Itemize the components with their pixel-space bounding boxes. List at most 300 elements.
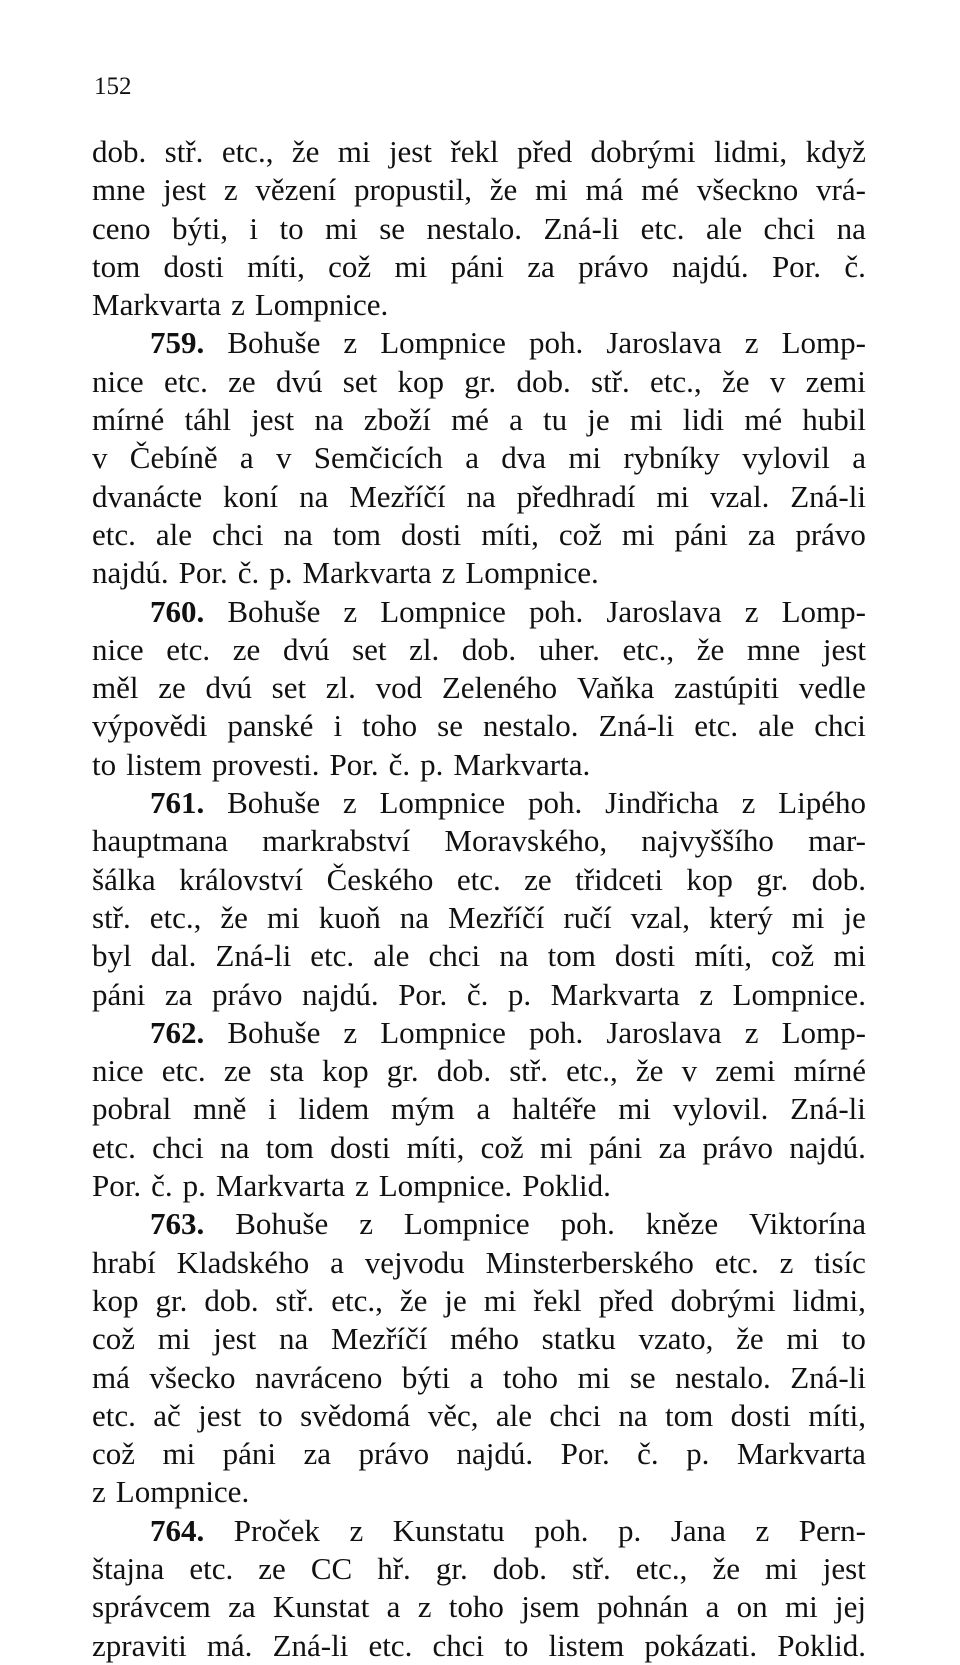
word: kuoň [318,899,381,935]
word: je [587,402,610,438]
word: se [437,708,463,744]
word: nestalo. [675,1359,771,1395]
word: lidi [682,402,725,438]
word: etc. [694,708,739,744]
word: má. [206,1627,253,1663]
text-line [92,478,866,516]
word: zemi [805,363,866,399]
word: Zná-li [543,210,620,246]
word: za [747,516,776,552]
word: Markvarta [215,1168,345,1204]
word: mé [744,402,783,438]
word: mi [784,1589,818,1625]
word: Lompnice [380,325,506,361]
word: panské [227,708,314,744]
word: mi [157,1321,191,1357]
text-line [92,1090,866,1128]
word: najdú. [302,976,379,1012]
word: zl. [409,631,440,667]
word: hrabí [92,1244,156,1280]
word: že [635,1053,664,1089]
word: p. [182,1168,206,1204]
word: že [220,899,248,935]
word: z [699,976,713,1012]
word: vzal. [709,478,770,514]
word: a [469,1359,484,1395]
word: Kunstatu [392,1512,505,1548]
word: hauptmana [92,823,229,859]
word: dvú [275,363,323,399]
word: Lompnice. [378,1168,513,1204]
word: vedle [798,670,866,706]
word: království [179,861,304,897]
word: tom [665,1397,714,1433]
word: z [342,785,357,821]
word: č. [466,976,489,1012]
word: býti [401,1359,451,1395]
word: p. [269,555,293,591]
word: dvanácte [92,478,203,514]
word: vrá- [816,172,866,208]
text-line [92,210,866,248]
word: z [343,593,358,629]
word: etc. [456,861,501,897]
word: táhl [184,402,231,438]
word: etc. [161,1053,206,1089]
text-line [92,1320,866,1358]
word: Lompnice [380,1014,506,1050]
word: a [509,402,523,438]
word: etc. [92,516,136,552]
word: kop [686,861,733,897]
word: na [618,1397,648,1433]
text-line [92,554,866,592]
word: Markvarta [302,555,432,591]
word: etc., [331,1282,383,1318]
word: Lomp- [781,325,866,361]
word: p. [686,1436,710,1472]
text-line [92,1052,866,1090]
word: Poklid. [777,1627,866,1663]
word: právo [578,248,649,284]
word: Bohuše [235,1206,329,1242]
word: mi [618,1091,651,1127]
word: Mezříčí [349,478,446,514]
word: Jaroslava [606,1014,722,1050]
word: jest [822,1550,866,1586]
word: mi [568,440,602,476]
word: kop [322,1053,369,1089]
word: řekl [450,134,499,169]
word: mi [266,899,300,935]
word: mi [337,134,371,169]
word: svědomá [300,1397,411,1433]
word: z [359,1206,373,1242]
word: nestalo. [482,708,579,744]
word: nice [92,631,144,667]
word: etc., [622,631,675,667]
word: třidceti [575,861,663,897]
word: mi [833,938,866,974]
word: na [283,516,313,552]
word: i [333,708,343,744]
word: mi [786,1321,820,1357]
word: mne [92,172,146,208]
word: listem [548,1627,625,1663]
word: č. [237,555,260,591]
text-line [92,1512,866,1550]
word: mi [621,516,655,552]
word: etc. [368,1627,413,1663]
text-line [92,1167,866,1205]
text-line [92,401,866,439]
text-line [92,593,866,631]
word: dosti [614,938,676,974]
word: Pern- [798,1512,866,1548]
word: Lompnice [403,1206,530,1242]
word: Bohuše [227,785,321,821]
word: Lompnice. [254,287,389,323]
word: zl. [325,670,356,706]
word: dosti [163,248,224,284]
word: dosti [330,1129,391,1165]
word: stř. [509,1053,548,1089]
word: na [278,1321,309,1357]
word: býti, [171,210,228,246]
word: Čebíně [129,440,218,476]
word: což [771,938,815,974]
word: před [598,1282,654,1318]
word: v [769,363,786,399]
word: Minsterberského [485,1244,694,1280]
word: dob. [461,631,517,667]
word: dva [501,440,547,476]
word: i [268,1091,277,1127]
word: že [721,363,750,399]
word: tom [92,248,141,284]
word: z [744,1014,759,1050]
word: z [755,1512,770,1548]
word: lidmi, [713,134,788,169]
text-line [92,439,866,477]
word: páni [222,1436,277,1472]
word: p. [618,1512,642,1548]
word: mi [629,402,663,438]
word: etc. [92,1397,136,1433]
word: Zná-li [790,478,866,514]
text-line [92,286,866,324]
word: vod [375,670,423,706]
word: Jana [670,1512,726,1548]
word: to [92,746,117,782]
word: tom [265,1129,314,1165]
word: provesti. [211,746,320,782]
word: etc. [189,1550,234,1586]
word: dob. [516,363,571,399]
word: mi [483,1282,517,1318]
word: ze [228,363,256,399]
word: Por. [560,1436,610,1472]
word: Por. [178,555,228,591]
word: řekl [533,1282,582,1318]
word: to [504,1627,529,1663]
word: Zná-li [790,1359,866,1395]
word: mírné [793,1053,866,1089]
word: jej [835,1589,866,1625]
word: poh. [529,593,584,629]
word: ale [495,1397,532,1433]
word: č. [388,746,411,782]
word: na [299,478,329,514]
word: za [527,248,555,284]
word: předhradí [516,478,636,514]
word: byl [92,938,132,974]
word: vejvodu [364,1244,465,1280]
word: a [852,440,866,476]
word: najdú. [672,248,749,284]
word: z [744,593,759,629]
word: mar- [808,823,866,859]
word: v [275,440,292,476]
word: ze [258,1550,286,1586]
word: uher. [538,631,600,667]
word: kop [92,1282,139,1318]
word: Jaroslava [606,593,722,629]
text-line [92,133,866,171]
text-line [92,1473,866,1511]
word: za [658,1129,687,1165]
word: dal. [150,938,197,974]
word: najdú. [456,1436,534,1472]
word: poh. [528,785,583,821]
word: a [465,440,479,476]
word: Por. [329,746,379,782]
word: mi [394,248,428,284]
word: páni [450,248,504,284]
word: etc. [310,938,355,974]
word: dob. [204,1282,259,1318]
word: páni [674,516,728,552]
word: vězení [255,172,337,208]
word: Por. [398,976,448,1012]
word: Kladského [176,1244,310,1280]
word: Poklid. [522,1168,611,1204]
word: hř. [377,1550,411,1586]
word: dosti [730,1397,791,1433]
word: ale [705,210,743,246]
word: ze [223,1053,252,1089]
word: gr. [756,861,789,897]
text-line [92,1435,866,1473]
word: má [585,172,624,208]
text-line [92,363,866,401]
word: páni [588,1129,643,1165]
text-line [92,324,866,362]
word: Lomp- [781,1014,866,1050]
word: toho [448,1589,504,1625]
word: že [712,1550,740,1586]
word: pokázati. [644,1627,758,1663]
text-line [92,707,866,745]
word: Markvarta. [453,746,591,782]
word: dob. [811,861,866,897]
word: se [629,1359,656,1395]
word: stř. [275,1282,315,1318]
word: listem [126,746,202,782]
word: Lompnice. [732,976,866,1012]
word: páni [92,976,146,1012]
word: správcem [92,1589,211,1625]
word: a [476,1091,491,1127]
text-line [92,861,866,899]
word: ze [232,631,261,667]
word: vzato, [638,1321,714,1357]
word: Markvarta [550,976,680,1012]
word: zpraviti [92,1627,187,1663]
word: etc. [163,363,208,399]
text-line [92,937,866,975]
word: dob. [92,134,147,169]
word: Zeleného [441,670,558,706]
word: poh. [560,1206,615,1242]
word: Lompnice. [115,1474,250,1510]
word: hubil [802,402,866,438]
word: výpovědi [92,708,208,744]
text-line [92,746,866,784]
word: etc., [650,363,702,399]
word: gr. [155,1282,188,1318]
word: toho [362,708,418,744]
word: nice [92,363,144,399]
word: a [386,1589,401,1625]
word: je [444,1282,467,1318]
word: pohnán [597,1589,689,1625]
word: ale [373,938,410,974]
word: na [466,478,496,514]
word: což [92,1321,136,1357]
word: mé [451,402,489,438]
text-line [92,1129,866,1167]
word: set [342,363,378,399]
word: jest [251,402,295,438]
word: set [271,670,307,706]
word: Semčicích [313,440,443,476]
word: za [164,976,193,1012]
word: jest [163,172,207,208]
word: tom [332,516,381,552]
word: právo [211,976,283,1012]
word: Viktorína [749,1206,866,1242]
word: mne [746,631,801,667]
word: a [330,1244,344,1280]
word: ze [158,670,186,706]
word: když [805,134,866,169]
word: ručí [563,899,612,935]
word: mi [162,1436,196,1472]
entry-number: 761. [150,785,205,821]
word: všecko [149,1359,236,1395]
word: p. [507,976,532,1012]
text-line [92,1588,866,1626]
word: mi [577,1359,611,1395]
word: mým [391,1091,455,1127]
word: dob. [492,1550,547,1586]
entry-number: 763. [150,1206,205,1242]
word: dvú [282,631,330,667]
text-line [92,1359,866,1397]
word: najvyššího [641,823,774,859]
word: mého [450,1321,519,1357]
word: ze [524,861,552,897]
word: č. [637,1436,659,1472]
word: míti, [406,1129,465,1165]
word: právo [702,1129,773,1165]
word: Jindřicha [605,785,719,821]
word: on [736,1589,768,1625]
text-line [92,784,866,822]
word: nice [92,1053,144,1089]
word: a [705,1589,720,1625]
word: tom [547,938,596,974]
word: tu [543,402,568,438]
word: nestalo. [426,210,523,246]
text-line [92,631,866,669]
word: gr. [386,1053,419,1089]
word: ceno [92,210,151,246]
word: č. [151,1168,173,1204]
word: že [291,134,320,169]
word: Zná-li [272,1627,349,1663]
page-number: 152 [94,73,132,100]
word: Bohuše [227,325,321,361]
word: chci [763,210,816,246]
entry-number: 760. [150,593,205,629]
word: Proček [233,1512,320,1548]
word: z [354,1168,369,1204]
entry-number: 762. [150,1014,205,1050]
word: poh. [534,1512,589,1548]
word: před [517,134,573,169]
word: mi [325,210,358,246]
entry-number: 764. [150,1512,205,1548]
word: ale [155,516,192,552]
word: tisíc [814,1244,866,1280]
word: což [92,1436,136,1472]
word: gr. [464,363,497,399]
word: Por. [771,248,822,284]
text-line [92,1244,866,1282]
word: jest [388,134,432,169]
word: Por. [92,1168,142,1204]
word: vylovil [742,440,830,476]
word: že [399,1282,428,1318]
word: jsem [521,1589,580,1625]
word: všeckno [696,172,799,208]
word: za [303,1436,332,1472]
word: měl [92,670,139,706]
word: etc. [640,210,685,246]
text-line [92,1397,866,1435]
word: šálka [92,861,156,897]
word: Zná-li [215,938,292,974]
word: v [92,440,108,476]
word: míti, [481,516,539,552]
word: na [499,938,529,974]
word: stř. [92,899,131,935]
word: vzal, [630,899,691,935]
text-line [92,1627,866,1665]
word: chci [152,1129,204,1165]
